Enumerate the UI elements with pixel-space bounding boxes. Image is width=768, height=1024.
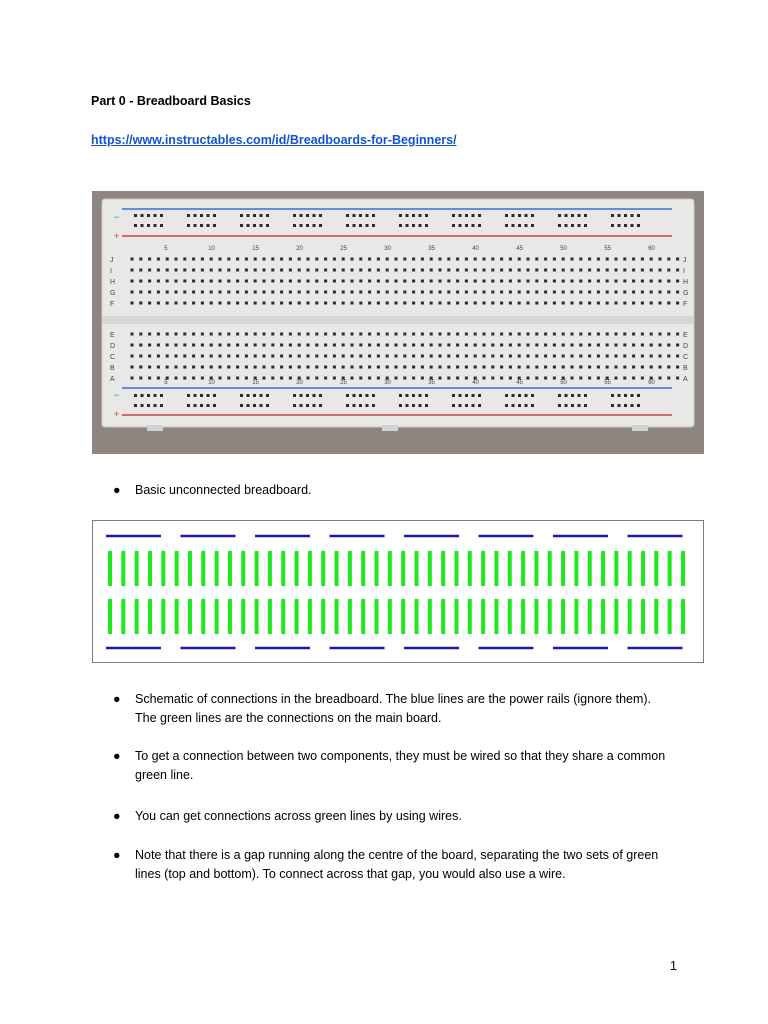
connection-strip: [281, 551, 285, 586]
breadboard-photo: [92, 191, 704, 454]
column-number: 10: [208, 246, 215, 252]
connection-strip: [548, 599, 552, 634]
connection-strip: [348, 551, 352, 586]
connection-strip: [414, 599, 418, 634]
column-number: 55: [604, 380, 611, 386]
connection-strip: [295, 551, 299, 586]
rail-plus-label: +: [114, 231, 120, 241]
column-number: 20: [296, 246, 303, 252]
connection-strip: [268, 599, 272, 634]
connection-strip: [628, 551, 632, 586]
row-label: G: [110, 290, 116, 297]
column-number: 25: [340, 246, 347, 252]
bullet-item: [113, 747, 673, 785]
rail-minus-label: −: [114, 212, 120, 222]
connection-strip: [481, 599, 485, 634]
connection-strip: [255, 599, 259, 634]
row-label: F: [110, 301, 115, 308]
connection-strip: [268, 551, 272, 586]
connection-strip: [681, 599, 685, 634]
connection-strip: [108, 551, 112, 586]
connection-strip: [588, 599, 592, 634]
rail-minus-label: −: [114, 390, 120, 400]
connection-strip: [388, 551, 392, 586]
connection-strip: [441, 599, 445, 634]
connection-strip: [241, 551, 245, 586]
connection-strip: [668, 551, 672, 586]
connection-strip: [414, 551, 418, 586]
connection-strip: [521, 551, 525, 586]
bullet-item: [113, 690, 673, 728]
connection-strip: [534, 551, 538, 586]
breadboard-schematic: [92, 520, 704, 663]
connection-strip: [335, 551, 339, 586]
board-foot: [147, 425, 163, 431]
row-label: D: [110, 343, 116, 350]
connection-strip: [601, 551, 605, 586]
bullet-dot: ●: [113, 483, 121, 497]
connection-strip: [574, 599, 578, 634]
bullet-dot: ●: [113, 692, 121, 706]
connection-strip: [321, 551, 325, 586]
row-label: E: [110, 332, 115, 339]
column-number: 30: [384, 380, 391, 386]
board-foot: [632, 425, 648, 431]
connection-strip: [175, 599, 179, 634]
bullet-text: Schematic of connections in the breadboard. The blue lines are the power rails (ignore them). The green lines are the connections on the main board.: [135, 692, 652, 725]
bullet-item: [113, 846, 673, 884]
bullet-dot: ●: [113, 749, 121, 763]
connection-strip: [201, 551, 205, 586]
connection-strip: [135, 599, 139, 634]
column-number: 15: [252, 380, 259, 386]
connection-strip: [508, 551, 512, 586]
column-number: 35: [428, 246, 435, 252]
row-label: H: [110, 279, 116, 286]
bullet-text: Note that there is a gap running along the centre of the board, separating the two sets of green lines (top and bottom). To connect across that gap, you would also use a wire.: [135, 848, 659, 881]
column-number: 15: [252, 246, 259, 252]
connection-strip: [494, 551, 498, 586]
bullet-item: [113, 481, 673, 500]
connection-strip: [308, 599, 312, 634]
row-label: F: [683, 301, 688, 308]
connection-strip: [121, 551, 125, 586]
row-label: I: [110, 268, 112, 275]
connection-strip: [548, 551, 552, 586]
bullet-dot: ●: [113, 848, 121, 862]
connection-strip: [468, 551, 472, 586]
connection-strip: [641, 551, 645, 586]
column-number: 40: [472, 380, 479, 386]
column-number: 25: [340, 380, 347, 386]
connection-strip: [614, 551, 618, 586]
column-number: 30: [384, 246, 391, 252]
connection-strip: [601, 599, 605, 634]
row-label: C: [683, 354, 689, 361]
page-number: 1: [670, 959, 677, 973]
connection-strip: [561, 551, 565, 586]
column-number: 50: [560, 380, 567, 386]
column-number: 35: [428, 380, 435, 386]
connection-strip: [534, 599, 538, 634]
connection-strip: [574, 551, 578, 586]
row-label: J: [110, 257, 114, 264]
connection-strip: [441, 551, 445, 586]
connection-strip: [348, 599, 352, 634]
column-number: 20: [296, 380, 303, 386]
connection-strip: [468, 599, 472, 634]
rail-plus-label: +: [114, 409, 120, 419]
row-label: C: [110, 354, 116, 361]
instructables-link[interactable]: https://www.instructables.com/id/Breadboards-for-Beginners/: [91, 133, 457, 147]
bullet-text: Basic unconnected breadboard.: [135, 483, 312, 497]
connection-strip: [654, 551, 658, 586]
connection-strip: [588, 551, 592, 586]
connection-strip: [148, 551, 152, 586]
board-body: [102, 199, 694, 427]
row-label: B: [683, 365, 688, 372]
bullet-text: You can get connections across green lines by using wires.: [135, 809, 462, 823]
connection-strip: [161, 599, 165, 634]
row-label: D: [683, 343, 689, 350]
connection-strip: [375, 599, 379, 634]
row-label: G: [683, 290, 689, 297]
connection-strip: [201, 599, 205, 634]
row-label: H: [683, 279, 689, 286]
connection-strip: [375, 551, 379, 586]
board-foot: [382, 425, 398, 431]
connection-strip: [428, 551, 432, 586]
connection-strip: [361, 551, 365, 586]
connection-strip: [335, 599, 339, 634]
bullet-dot: ●: [113, 809, 121, 823]
connection-strip: [401, 551, 405, 586]
center-gap: [102, 316, 694, 324]
connection-strip: [161, 551, 165, 586]
connection-strip: [614, 599, 618, 634]
connection-strip: [321, 599, 325, 634]
column-number: 50: [560, 246, 567, 252]
connection-strip: [228, 551, 232, 586]
connection-strip: [561, 599, 565, 634]
connection-strip: [681, 551, 685, 586]
row-label: I: [683, 268, 685, 275]
connection-strip: [521, 599, 525, 634]
connection-strip: [454, 599, 458, 634]
connection-strip: [628, 599, 632, 634]
connection-strip: [281, 599, 285, 634]
connection-strip: [641, 599, 645, 634]
row-label: B: [110, 365, 115, 372]
column-number: 60: [648, 246, 655, 252]
connection-strip: [428, 599, 432, 634]
connection-strip: [228, 599, 232, 634]
page-title: Part 0 - Breadboard Basics: [91, 94, 251, 108]
row-label: A: [110, 376, 115, 383]
column-number: 45: [516, 380, 523, 386]
row-label: E: [683, 332, 688, 339]
connection-strip: [308, 551, 312, 586]
column-number: 40: [472, 246, 479, 252]
connection-strip: [295, 599, 299, 634]
connection-strip: [215, 599, 219, 634]
connection-strip: [135, 551, 139, 586]
column-number: 5: [164, 380, 168, 386]
connection-strip: [108, 599, 112, 634]
column-number: 5: [164, 246, 168, 252]
connection-strip: [481, 551, 485, 586]
connection-strip: [148, 599, 152, 634]
bullet-item: [113, 807, 673, 826]
connection-strip: [255, 551, 259, 586]
connection-strip: [188, 599, 192, 634]
row-label: A: [683, 376, 688, 383]
connection-strip: [175, 551, 179, 586]
column-number: 55: [604, 246, 611, 252]
connection-strip: [215, 551, 219, 586]
column-number: 45: [516, 246, 523, 252]
column-number: 10: [208, 380, 215, 386]
connection-strip: [188, 551, 192, 586]
connection-strip: [668, 599, 672, 634]
connection-strip: [454, 551, 458, 586]
connection-strip: [241, 599, 245, 634]
connection-strip: [121, 599, 125, 634]
connection-strip: [361, 599, 365, 634]
connection-strip: [388, 599, 392, 634]
connection-strip: [401, 599, 405, 634]
bullet-text: To get a connection between two components, they must be wired so that they share a common green line.: [135, 749, 666, 782]
connection-strip: [494, 599, 498, 634]
connection-strip: [508, 599, 512, 634]
row-label: J: [683, 257, 687, 264]
connection-strip: [654, 599, 658, 634]
column-number: 60: [648, 380, 655, 386]
